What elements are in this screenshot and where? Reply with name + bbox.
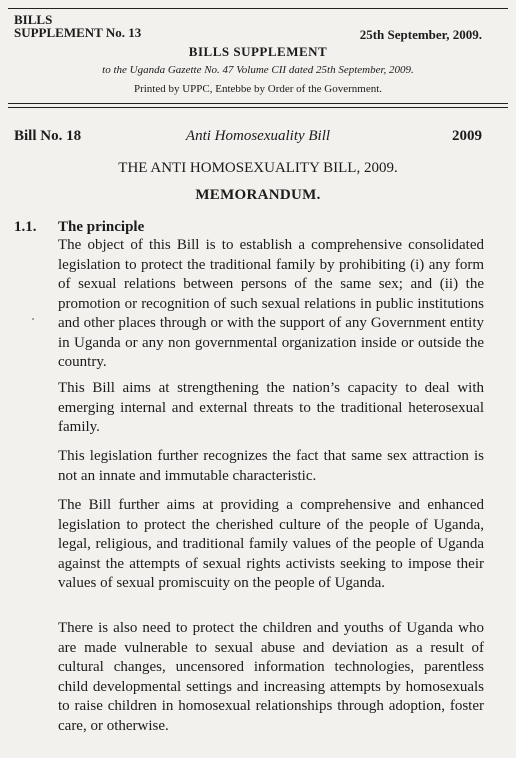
bill-number: Bill No. 18 xyxy=(14,128,82,144)
scan-speck xyxy=(32,318,34,320)
supplement-label xyxy=(14,13,141,39)
paragraph-object: The object of this Bill is to establish a comprehensive consolidated legislation to protect the traditional family by prohibiting (i) any form of sexual relations between persons of the same sex; and (ii) the promotion or recognition of such sexual relations in public institutions and other places through or with the support of any Government entity in Uganda or any non governmental organization inside or outside the country. xyxy=(58,237,484,370)
memorandum-heading: MEMORANDUM. xyxy=(195,187,321,203)
gazette-reference: to the Uganda Gazette No. 47 Volume CII dated 25th September, 2009. xyxy=(102,64,414,76)
header-rule-upper xyxy=(8,103,508,104)
bill-year: 2009 xyxy=(452,128,482,144)
supplement-line-1: BILLS xyxy=(14,12,53,27)
paragraph-capacity: This Bill aims at strengthening the nation’s capacity to deal with emerging internal and external threats to the traditional heterosexual family. xyxy=(58,380,484,435)
top-rule xyxy=(8,8,508,9)
supplement-title: BILLS SUPPLEMENT xyxy=(188,44,328,59)
paragraph-attraction: This legislation further recognizes the fact that same sex attraction is not an innate and immutable characteristic. xyxy=(58,448,484,484)
bill-full-title: THE ANTI HOMOSEXUALITY BILL, 2009. xyxy=(118,160,398,176)
paragraph-children: There is also need to protect the children and youths of Uganda who are made vulnerable to sexual abuse and deviation as a result of cultural changes, uncensored information technologies, parentless child developmental settings and increasing attempts by homosexuals to raise children in homosexual relationships through adoption, foster care, or otherwise. xyxy=(58,620,484,734)
publication-date: 25th September, 2009. xyxy=(359,27,482,42)
paragraph-culture: The Bill further aims at providing a comprehensive and enhanced legislation to protect the cherished culture of the people of Uganda, legal, religious, and traditional family values of the people of Uganda against the attempts of sexual rights activists seeking to impose their values of sexual promiscuity on the people of Uganda. xyxy=(58,497,484,591)
section-number: 1.1. xyxy=(14,219,37,235)
running-title: Anti Homosexuality Bill xyxy=(185,128,331,144)
supplement-line-2: SUPPLEMENT No. 13 xyxy=(14,25,142,40)
header-rule-lower xyxy=(8,107,508,108)
printer-line: Printed by UPPC, Entebbe by Order of the Government. xyxy=(133,83,383,95)
section-title: The principle xyxy=(58,219,145,235)
